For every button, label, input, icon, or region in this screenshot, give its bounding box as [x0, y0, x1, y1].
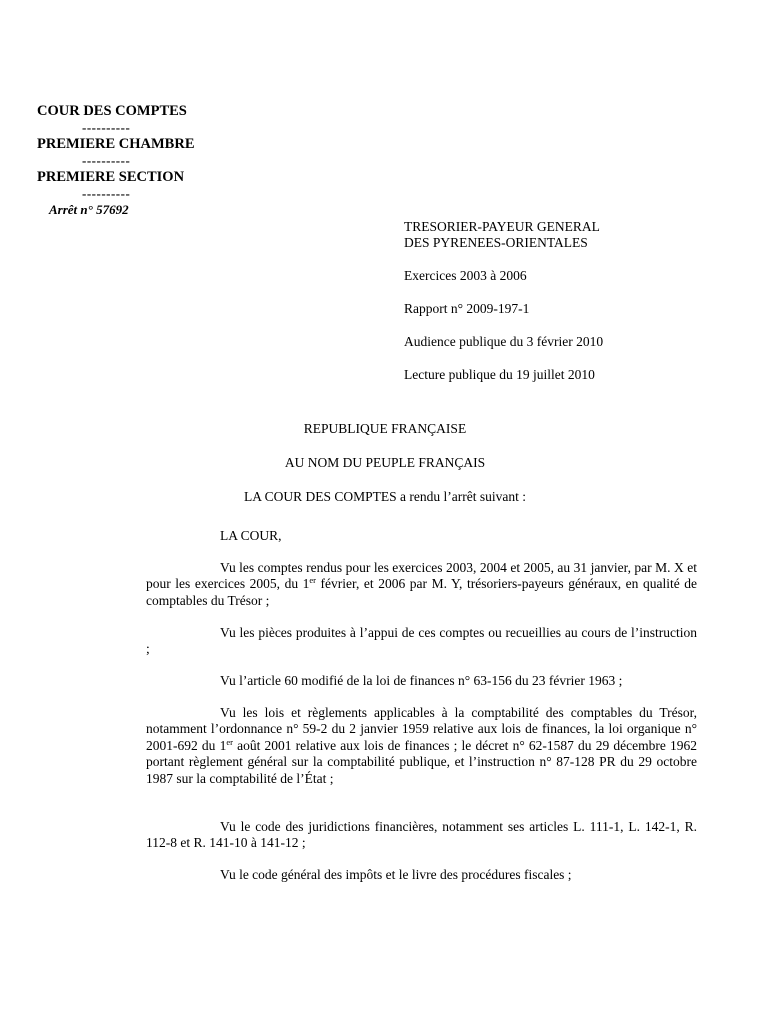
paragraph-article-60-text: Vu l’article 60 modifié de la loi de finances n° 63-156 du 23 février 1963 ;	[220, 673, 623, 688]
court-header	[37, 103, 237, 218]
republique-title: REPUBLIQUE FRANÇAISE	[303, 421, 467, 436]
au-nom-title: AU NOM DU PEUPLE FRANÇAIS	[284, 455, 486, 470]
paragraph-code-juridictions-text: Vu le code des juridictions financières, notamment ses articles L. 111-1, L. 142-1, R. 112-8 et R. 141-10 à 141-12 ;	[146, 819, 697, 851]
section-name: PREMIERE SECTION	[37, 169, 185, 185]
arret-intro: LA COUR DES COMPTES a rendu l’arrêt suivant :	[244, 489, 526, 504]
paragraph-lois-text-b: août 2001 relative aux lois de finances ; le décret n° 62-1587 du 29 décembre 1962 portant règlement général sur la comptabilité publique, et l’instruction n° 87-128 PR du 29 octobre 1987 sur la comptabilité de l’État ;	[146, 737, 697, 786]
paragraph-article-60	[146, 673, 697, 689]
case-info	[404, 219, 744, 383]
case-title-line2: DES PYRENEES-ORIENTALES	[404, 235, 588, 250]
arret-number: Arrêt n° 57692	[49, 202, 129, 217]
paragraph-code-impots-text: Vu le code général des impôts et le livre des procédures fiscales ;	[220, 867, 572, 882]
header-separator: ----------	[82, 186, 131, 201]
chamber-name: PREMIERE CHAMBRE	[37, 136, 195, 152]
paragraph-pieces	[146, 625, 697, 658]
court-name: COUR DES COMPTES	[37, 103, 187, 119]
header-separator: ----------	[82, 153, 131, 168]
paragraph-lois	[146, 705, 697, 787]
superscript-er: er	[226, 736, 233, 747]
case-audience: Audience publique du 3 février 2010	[404, 334, 604, 349]
paragraph-lois-text-a: Vu les lois et règlements applicables à la comptabilité des comptables du Trésor, notamment l’ordonnance n° 59-2 du 2 janvier 1959 relative aux lois de finances, la loi organique n° 2001-692 du 1	[146, 705, 697, 753]
la-cour-heading: LA COUR,	[220, 528, 282, 543]
superscript-er: er	[309, 575, 316, 586]
paragraph-code-impots	[146, 867, 697, 883]
paragraph-comptes-text-a: Vu les comptes rendus pour les exercices 2003, 2004 et 2005, au 31 janvier, par M. X et pour les exercices 2005, du 1	[146, 560, 697, 592]
paragraph-pieces-text: Vu les pièces produites à l’appui de ces comptes ou recueillies au cours de l’instruction ;	[146, 625, 697, 657]
case-lecture: Lecture publique du 19 juillet 2010	[404, 367, 595, 382]
case-rapport: Rapport n° 2009-197-1	[404, 301, 530, 316]
case-title-line1: TRESORIER-PAYEUR GENERAL	[404, 219, 600, 234]
header-separator: ----------	[82, 120, 131, 135]
paragraph-comptes	[146, 560, 697, 609]
case-exercices: Exercices 2003 à 2006	[404, 268, 527, 283]
paragraph-comptes-text-b: février, et 2006 par M. Y, trésoriers-payeurs généraux, en qualité de comptables du Trésor ;	[146, 576, 697, 608]
paragraph-code-juridictions	[146, 819, 697, 852]
